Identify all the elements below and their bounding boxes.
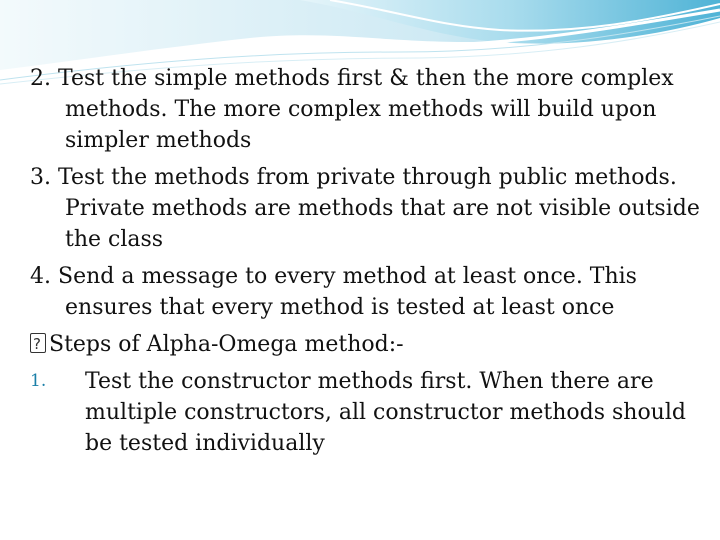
- paragraph-text: Test the methods from private through public methods. Private methods are methods that are not visible outside the class: [58, 165, 700, 252]
- paragraph-number: 2.: [30, 66, 51, 91]
- list-item: [30, 366, 700, 459]
- paragraph-number: 3.: [30, 165, 51, 190]
- missing-glyph-icon: [30, 333, 46, 353]
- list-item-number: 1.: [30, 371, 47, 391]
- paragraph-3: [30, 162, 700, 255]
- paragraph-2: [30, 63, 700, 156]
- paragraph-text: Test the simple methods first & then the more complex methods. The more complex methods will build upon simpler methods: [58, 66, 674, 153]
- paragraph-text: Send a message to every method at least once. This ensures that every method is tested at least once: [58, 264, 637, 320]
- section-heading: [30, 329, 700, 360]
- paragraph-4: [30, 261, 700, 323]
- section-heading-text: Steps of Alpha-Omega method:-: [49, 332, 404, 357]
- paragraph-number: 4.: [30, 264, 51, 289]
- list-item-text: Test the constructor methods first. When there are multiple constructors, all constructor methods should be tested individually: [85, 369, 686, 456]
- slide-body: [30, 63, 700, 459]
